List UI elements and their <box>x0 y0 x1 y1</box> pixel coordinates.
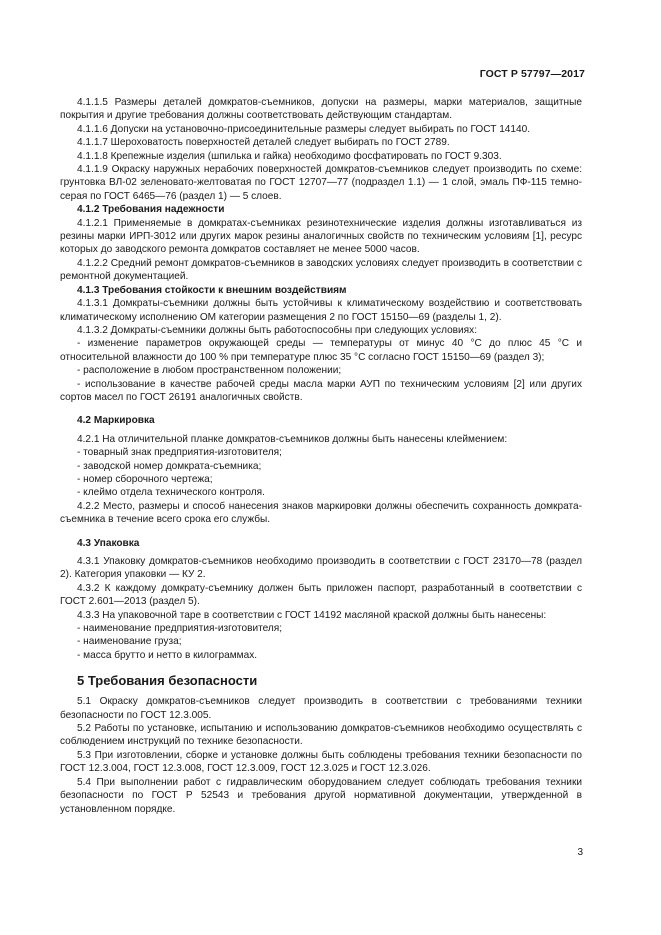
list-4-2-1 <box>60 446 582 500</box>
paragraph-4-1-1-5: 4.1.1.5 Размеры деталей домкратов-съемников, допуски на размеры, марки материалов, защитные покрытия и другие требования должны соответствовать действующим стандартам. <box>60 97 582 122</box>
paragraph-4-3-1: 4.3.1 Упаковку домкратов-съемников необходимо производить в соответствии с ГОСТ 23170—78 (раздел 2). Категория упаковки — КУ 2. <box>60 556 582 581</box>
list-item: - изменение параметров окружающей среды — температуры от минус 40 °С до плюс 45 °С и относительной влажности до 100 % при температуре плюс 35 °С согласно ГОСТ 15150—69 (раздел 3); <box>60 338 582 363</box>
paragraph-4-1-1-7: 4.1.1.7 Шероховатость поверхностей деталей следует выбирать по ГОСТ 2789. <box>77 137 450 149</box>
heading-section-5: 5 Требования безопасности <box>77 673 258 689</box>
list-item: - масса брутто и нетто в килограммах. <box>77 649 258 661</box>
document-header: ГОСТ Р 57797—2017 <box>479 68 585 80</box>
list-4-3-3 <box>60 622 582 662</box>
list-item: - использование в качестве рабочей среды масла марки АУП по техническим условиям [2] или других сортов масел по ГОСТ 26191 аналогичных свойств. <box>60 378 582 403</box>
paragraph-5-2: 5.2 Работы по установке, испытанию и использованию домкратов-съемников необходимо осуществлять с соблюдением инструкций по технике безопасности. <box>60 723 582 748</box>
list-item: - наименование предприятия-изготовителя; <box>77 623 283 635</box>
paragraph-4-1-2-1: 4.1.2.1 Применяемые в домкратах-съемниках резинотехнические изделия должны изготавливаться из резины марки ИРП-3012 или других марок резины аналогичных свойств по техническим условиям [1], ресурс которых до заводского ремонта домкратов составляет не менее 5000 часов. <box>60 217 582 256</box>
document-body <box>60 96 582 816</box>
list-item: - наименование груза; <box>77 636 182 648</box>
paragraph-4-2-1: 4.2.1 На отличительной планке домкратов-съемников должны быть нанесены клеймением: <box>77 433 508 445</box>
paragraph-4-1-2-2: 4.1.2.2 Средний ремонт домкратов-съемников в заводских условиях следует производить в соответствии с ремонтной документацией. <box>60 257 582 283</box>
list-item: - клеймо отдела технического контроля. <box>77 487 265 499</box>
heading-4-2: 4.2 Маркировка <box>77 415 155 427</box>
list-item: - товарный знак предприятия-изготовителя; <box>77 447 282 459</box>
list-item: - номер сборочного чертежа; <box>77 473 213 485</box>
list-item: - расположение в любом пространственном положении; <box>77 365 342 377</box>
paragraph-4-1-1-9: 4.1.1.9 Окраску наружных нерабочих поверхностей домкратов-съемников следует производить по схеме: грунтовка ВЛ-02 зеленовато-желтоватая по ГОСТ 12707—77 (подраздел 1.1) — 1 слой, эмаль ПФ-115 темно-серая по ГОСТ 6465—76 (раздел 1) — 5 слоев. <box>60 164 582 202</box>
paragraph-4-1-3-2: 4.1.3.2 Домкраты-съемники должны быть работоспособны при следующих условиях: <box>77 324 477 336</box>
heading-4-3: 4.3 Упаковка <box>77 537 140 549</box>
list-4-1-3-2 <box>60 337 582 404</box>
paragraph-4-1-1-6: 4.1.1.6 Допуски на установочно-присоединительные размеры следует выбирать по ГОСТ 14140. <box>77 123 531 135</box>
paragraph-4-3-2: 4.3.2 К каждому домкрату-съемнику должен быть приложен паспорт, разработанный в соответствии с ГОСТ 2.601—2013 (раздел 5). <box>60 582 582 608</box>
paragraph-4-1-3-1: 4.1.3.1 Домкраты-съемники должны быть устойчивы к климатическому воздействию и соответствовать климатическому исполнению ОМ категории размещения 2 по ГОСТ 15150—69 (разделы 1, 2). <box>60 298 582 323</box>
paragraph-4-3-3: 4.3.3 На упаковочной таре в соответствии с ГОСТ 14192 масляной краской должны быть нанесены: <box>77 609 547 621</box>
page-number: 3 <box>577 847 583 858</box>
paragraph-5-3: 5.3 При изготовлении, сборке и установке должны быть соблюдены требования техники безопасности по ГОСТ 12.3.004, ГОСТ 12.3.008, ГОСТ 12.3.009, ГОСТ 12.3.025 и ГОСТ 12.3.026. <box>60 749 582 775</box>
heading-4-1-3: 4.1.3 Требования стойкости к внешним воздействиям <box>77 284 347 296</box>
heading-4-1-2: 4.1.2 Требования надежности <box>77 204 225 216</box>
list-item: - заводской номер домкрата-съемника; <box>77 460 262 472</box>
paragraph-5-4: 5.4 При выполнении работ с гидравлическим оборудованием следует соблюдать требования техники безопасности по ГОСТ Р 52543 и требования другой нормативной документации, утвержденной в установленном порядке. <box>60 776 582 815</box>
paragraph-4-1-1-8: 4.1.1.8 Крепежные изделия (шпилька и гайка) необходимо фосфатировать по ГОСТ 9.303. <box>77 150 502 162</box>
paragraph-4-2-2: 4.2.2 Место, размеры и способ нанесения знаков маркировки должны обеспечить сохранность домкрата-съемника в течение всего срока его службы. <box>60 500 582 526</box>
paragraph-5-1: 5.1 Окраску домкратов-съемников следует производить в соответствии с требованиями техники безопасности по ГОСТ 12.3.005. <box>60 696 582 721</box>
